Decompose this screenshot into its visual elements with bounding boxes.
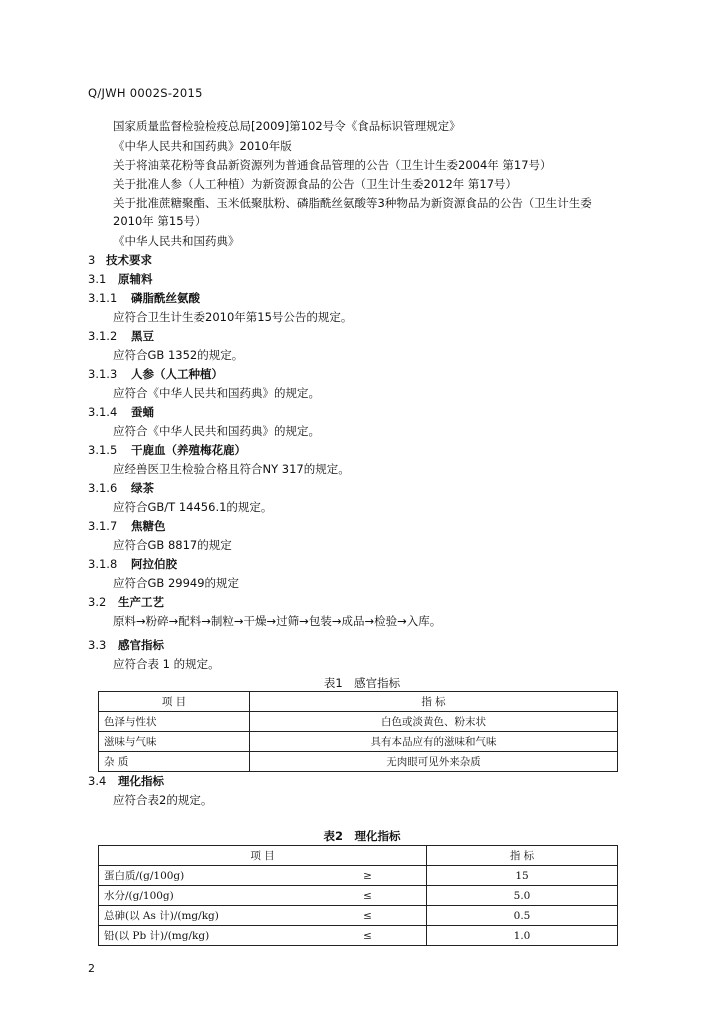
table-cell: 0.5 bbox=[427, 906, 618, 926]
table-row bbox=[99, 866, 618, 886]
section-3-1-8-heading: 3.1.8 阿拉伯胶 bbox=[88, 557, 177, 571]
section-3-4-heading: 3.4 理化指标 bbox=[88, 774, 164, 788]
table-cell: 具有本品应有的滋味和气味 bbox=[250, 732, 618, 752]
section-3-2-heading: 3.2 生产工艺 bbox=[88, 595, 164, 609]
section-3-3-heading: 3.3 感官指标 bbox=[88, 638, 164, 652]
section-3-1-2-heading: 3.1.2 黑豆 bbox=[88, 329, 154, 343]
table-header-cell: 指 标 bbox=[427, 846, 618, 866]
section-3-1-7-heading: 3.1.7 焦糖色 bbox=[88, 519, 166, 533]
section-3-1-5-body: 应经兽医卫生检验合格且符合NY 317的规定。 bbox=[113, 462, 350, 476]
physicochemical-table bbox=[98, 845, 618, 946]
table-1-caption: 表1 感官指标 bbox=[323, 676, 401, 690]
section-3-2-body: 原料→粉碎→配料→制粒→干燥→过筛→包装→成品→检验→入库。 bbox=[113, 614, 442, 628]
table-header-row bbox=[99, 846, 618, 866]
section-3-4-body: 应符合表2的规定。 bbox=[113, 793, 213, 807]
table-cell: ≤ bbox=[309, 926, 427, 946]
table-header-cell: 项 目 bbox=[99, 692, 250, 712]
table-cell: 色泽与性状 bbox=[99, 712, 250, 732]
section-3-1-3-heading: 3.1.3 人参（人工种植） bbox=[88, 367, 223, 381]
section-3-1-7-body: 应符合GB 8817的规定 bbox=[113, 538, 232, 552]
section-3-1-1-heading: 3.1.1 磷脂酰丝氨酸 bbox=[88, 291, 200, 305]
table-row bbox=[99, 712, 618, 732]
reference-line: 《中华人民共和国药典》 bbox=[113, 234, 240, 248]
section-3-1-4-body: 应符合《中华人民共和国药典》的规定。 bbox=[113, 424, 320, 438]
section-3-1-6-heading: 3.1.6 绿茶 bbox=[88, 481, 154, 495]
section-3-1-5-heading: 3.1.5 干鹿血（养殖梅花鹿） bbox=[88, 443, 246, 457]
table-cell: 蛋白质/(g/100g) bbox=[99, 866, 310, 886]
table-cell: 15 bbox=[427, 866, 618, 886]
table-cell: 1.0 bbox=[427, 926, 618, 946]
reference-line: 《中华人民共和国药典》2010年版 bbox=[113, 139, 292, 153]
table-row bbox=[99, 752, 618, 772]
table-cell: ≤ bbox=[309, 906, 427, 926]
table-header-cell: 指 标 bbox=[250, 692, 618, 712]
table-cell: 5.0 bbox=[427, 886, 618, 906]
reference-line: 2010年 第15号） bbox=[113, 214, 207, 228]
table-row bbox=[99, 926, 618, 946]
section-3-3-body: 应符合表 1 的规定。 bbox=[113, 657, 220, 671]
reference-line: 关于批准人参（人工种植）为新资源食品的公告（卫生计生委2012年 第17号） bbox=[113, 177, 518, 191]
table-row bbox=[99, 906, 618, 926]
table-cell: 杂 质 bbox=[99, 752, 250, 772]
section-3-heading: 3 技术要求 bbox=[88, 253, 152, 267]
section-3-1-8-body: 应符合GB 29949的规定 bbox=[113, 576, 240, 590]
section-3-1-6-body: 应符合GB/T 14456.1的规定。 bbox=[113, 500, 273, 514]
section-3-1-1-body: 应符合卫生计生委2010年第15号公告的规定。 bbox=[113, 310, 353, 324]
table-2-caption: 表2 理化指标 bbox=[323, 829, 401, 843]
table-header-row bbox=[99, 692, 618, 712]
table-cell: 滋味与气味 bbox=[99, 732, 250, 752]
section-3-1-4-heading: 3.1.4 蚕蛹 bbox=[88, 405, 154, 419]
table-header-cell: 项 目 bbox=[99, 846, 427, 866]
document-code: Q/JWH 0002S-2015 bbox=[88, 86, 203, 100]
table-cell: 铅(以 Pb 计)/(mg/kg) bbox=[99, 926, 310, 946]
table-row bbox=[99, 886, 618, 906]
sensory-table bbox=[98, 691, 618, 772]
table-cell: 水分/(g/100g) bbox=[99, 886, 310, 906]
reference-line: 关于将油菜花粉等食品新资源列为普通食品管理的公告（卫生计生委2004年 第17号） bbox=[113, 158, 552, 172]
table-row bbox=[99, 732, 618, 752]
reference-line: 国家质量监督检验检疫总局[2009]第102号令《食品标识管理规定》 bbox=[113, 119, 461, 133]
section-3-1-2-body: 应符合GB 1352的规定。 bbox=[113, 348, 244, 362]
section-3-1-heading: 3.1 原辅料 bbox=[88, 272, 153, 286]
section-3-1-3-body: 应符合《中华人民共和国药典》的规定。 bbox=[113, 386, 320, 400]
table-cell: 无肉眼可见外来杂质 bbox=[250, 752, 618, 772]
table-cell: ≥ bbox=[309, 866, 427, 886]
table-cell: ≤ bbox=[309, 886, 427, 906]
page-number: 2 bbox=[88, 962, 95, 975]
table-cell: 白色或淡黄色、粉末状 bbox=[250, 712, 618, 732]
reference-line: 关于批准蔗糖聚酯、玉米低聚肽粉、磷脂酰丝氨酸等3种物品为新资源食品的公告（卫生计生委 bbox=[113, 196, 592, 210]
table-cell: 总砷(以 As 计)/(mg/kg) bbox=[99, 906, 310, 926]
